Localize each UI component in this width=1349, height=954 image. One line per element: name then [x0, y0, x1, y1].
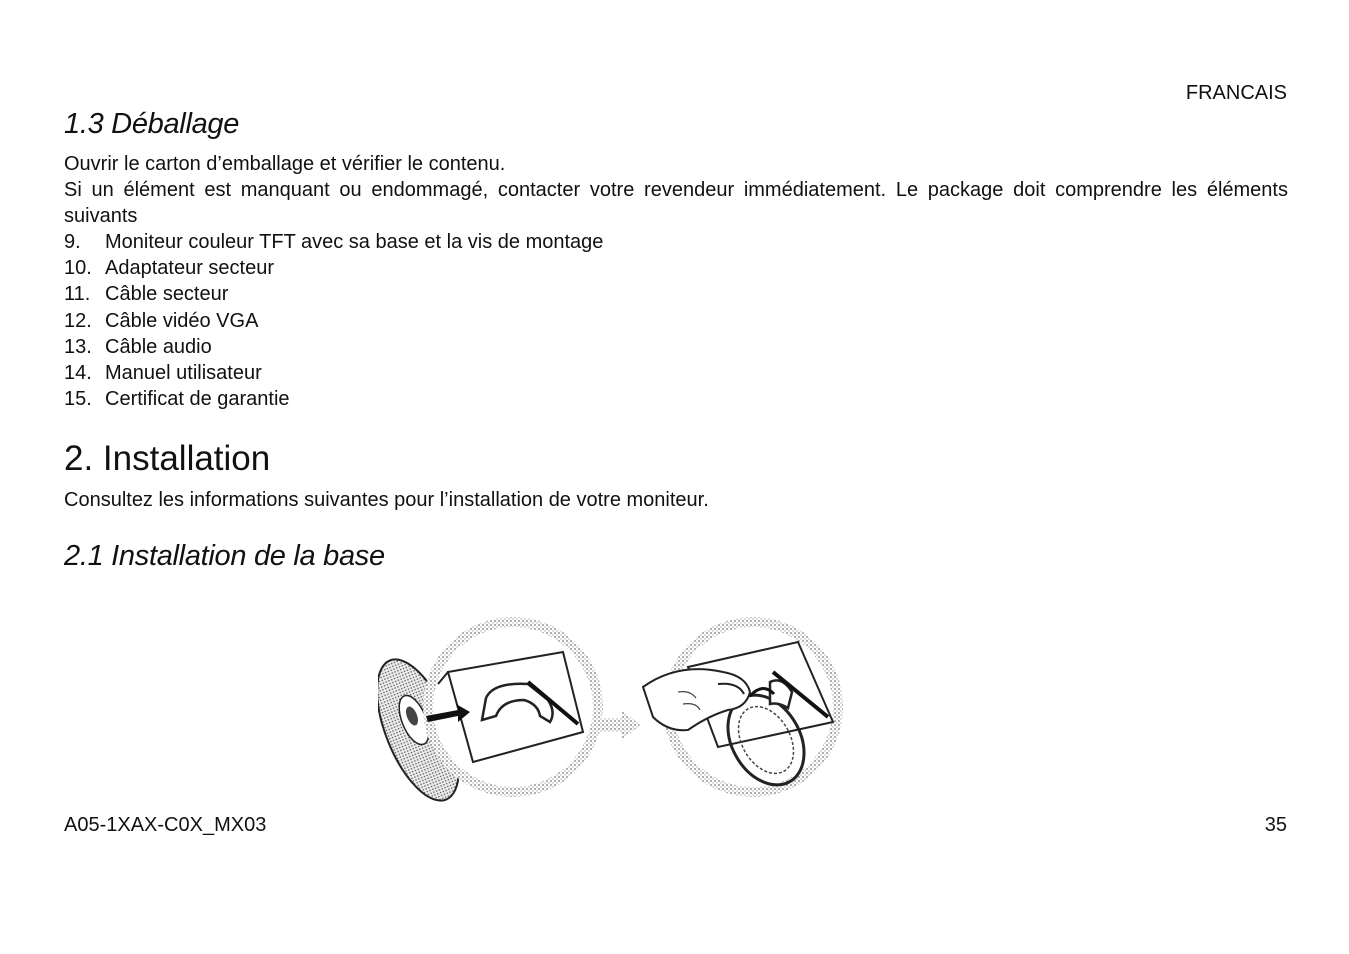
- item-number: 13.: [64, 335, 92, 358]
- section-2-heading: 2. Installation: [64, 439, 271, 478]
- item-number: 12.: [64, 309, 92, 332]
- list-item: [64, 308, 603, 334]
- list-item: [64, 255, 603, 281]
- item-text: Moniteur couleur TFT avec sa base et la vis de montage: [105, 231, 604, 253]
- list-item: [64, 360, 603, 386]
- item-text: Câble secteur: [105, 283, 229, 306]
- item-text: Câble audio: [105, 335, 212, 358]
- item-text: Câble vidéo VGA: [105, 309, 259, 332]
- magnified-locking-view: [643, 617, 843, 799]
- language-label: FRANCAIS: [1185, 82, 1287, 104]
- document-code: A05-1XAX-C0X_MX03: [64, 814, 267, 836]
- section-1-3-heading: 1.3 Déballage: [64, 108, 240, 140]
- section-2-1-heading: 2.1 Installation de la base: [64, 540, 385, 572]
- item-text: Certificat de garantie: [105, 388, 290, 411]
- item-number: 14.: [64, 362, 92, 385]
- item-text: Adaptateur secteur: [105, 257, 274, 280]
- package-contents-list: [64, 229, 603, 412]
- list-item: [64, 334, 603, 360]
- item-number: 9.: [64, 231, 81, 253]
- list-item: [64, 281, 603, 307]
- list-item: [64, 386, 603, 412]
- page-number: 35: [1264, 814, 1287, 836]
- unpacking-intro-1: Ouvrir le carton d’emballage et vérifier le contenu.: [64, 153, 506, 175]
- item-number: 10.: [64, 257, 92, 280]
- base-installation-illustration: [378, 612, 848, 802]
- item-text: Manuel utilisateur: [105, 362, 262, 385]
- item-number: 11.: [64, 283, 91, 306]
- installation-intro: Consultez les informations suivantes pour l’installation de votre moniteur.: [64, 489, 709, 511]
- magnified-stand-view: [423, 617, 603, 797]
- list-item: [64, 229, 603, 255]
- unpacking-intro-2: Si un élément est manquant ou endommagé, contacter votre revendeur immédiatement. Le package doit comprendre les éléments suivants: [64, 179, 1288, 227]
- item-number: 15.: [64, 388, 92, 411]
